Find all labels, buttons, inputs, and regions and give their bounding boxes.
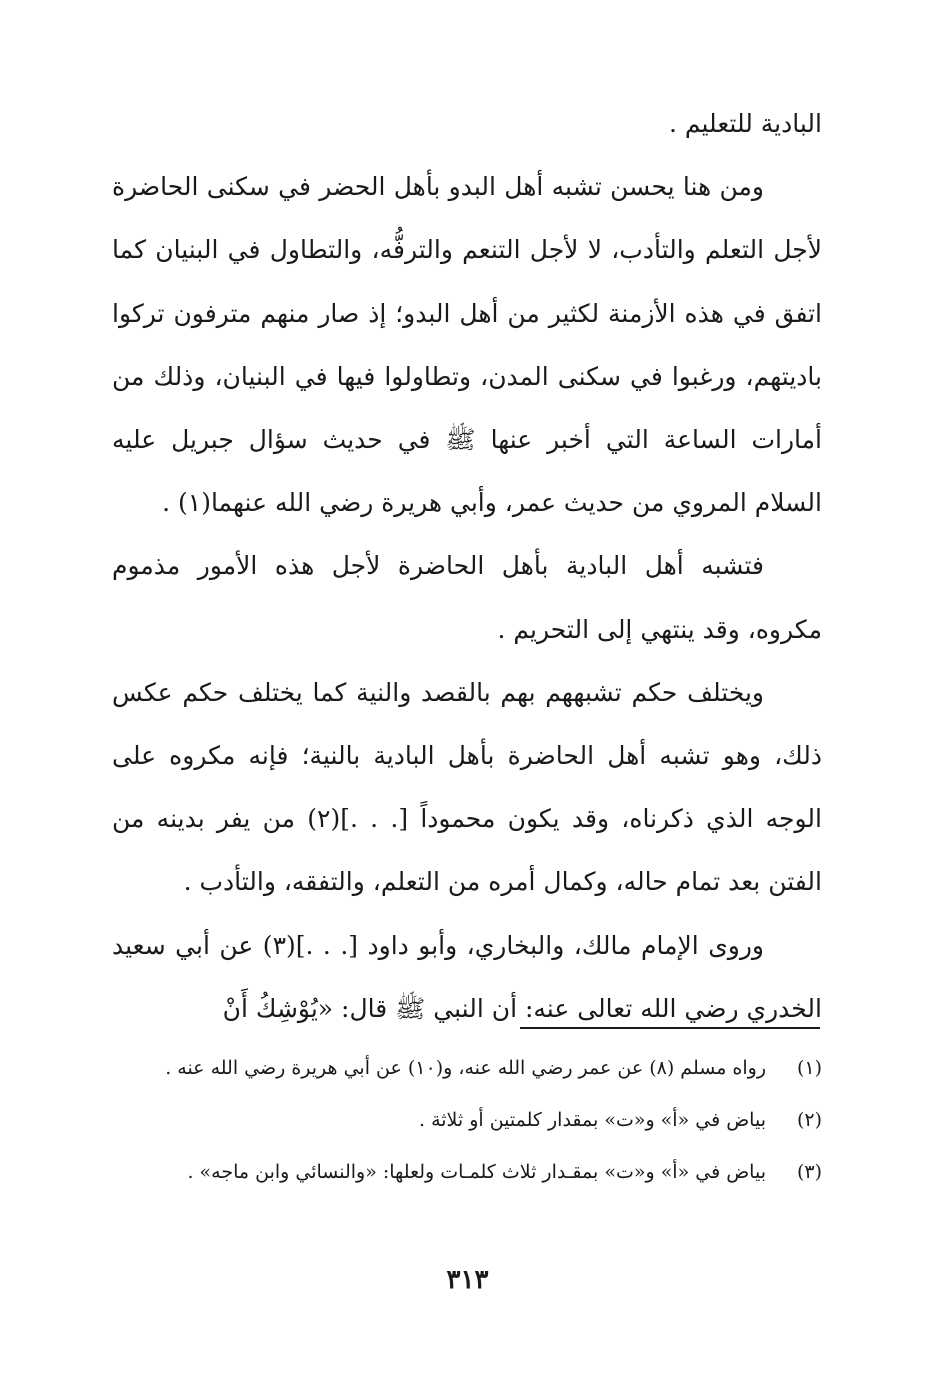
paragraph: ومن هنا يحسن تشبه أهل البدو بأهل الحضر في سكنى الحاضرة لأجل التعلم والتأدب، لا لأجل التنعم والترفُّه، والتطاول في البنيان كما اتفق في هذه الأزمنة لكثير من أهل البدو؛ إذ صار منهم مترفون تركوا باديتهم، ورغبوا في سكنى المدن، وتطاولوا فيها في البنيان، وذلك من أمارات الساعة التي أخبر عنها ﷺ في حديث سؤال جبريل عليه السلام المروي من حديث عمر، وأبي هريرة رضي الله عنهما(١) . [112, 172, 822, 518]
footnote-text: رواه مسلم (٨) عن عمر رضي الله عنه، و(١٠) عن أبي هريرة رضي الله عنه . [165, 1057, 766, 1079]
footnotes [112, 1042, 822, 1198]
footnote-number: (٣) [796, 1161, 822, 1183]
footnote-text: بياض في «أ» و«ت» بمقـدار ثلاث كلمـات ولعلها: «والنسائي وابن ماجه» . [187, 1161, 766, 1183]
main-text [112, 92, 822, 1040]
footnote [112, 1146, 822, 1198]
footnote-text: بياض في «أ» و«ت» بمقدار كلمتين أو ثلاثة . [418, 1109, 766, 1131]
page-number: ٣١٣ [446, 1265, 489, 1295]
footnote [112, 1042, 822, 1094]
paragraph: ويختلف حكم تشبههم بهم بالقصد والنية كما يختلف حكم عكس ذلك، وهو تشبه أهل الحاضرة بأهل البادية بالنية؛ فإنه مكروه على الوجه الذي ذكرناه، وقد يكون محموداً [. . .](٢) من يفر بدينه من الفتن بعد تمام حاله، وكمال أمره من التعلم، والتفقه، والتأدب . [112, 677, 822, 897]
footnote-number: (٢) [796, 1109, 822, 1131]
paragraph: وروى الإمام مالك، والبخاري، وأبو داود [. . .](٣) عن أبي سعيد الخدري رضي الله تعالى عنه: أن النبي ﷺ قال: «يُوْشِكُ أَنْ [112, 930, 822, 1023]
footnote [112, 1094, 822, 1146]
footnote-number: (١) [796, 1057, 822, 1079]
paragraph: فتشبه أهل البادية بأهل الحاضرة لأجل هذه الأمور مذموم مكروه، وقد ينتهي إلى التحريم . [112, 551, 822, 644]
footnote-divider [520, 1027, 820, 1029]
paragraph-continuation: البادية للتعليم . [668, 109, 822, 138]
